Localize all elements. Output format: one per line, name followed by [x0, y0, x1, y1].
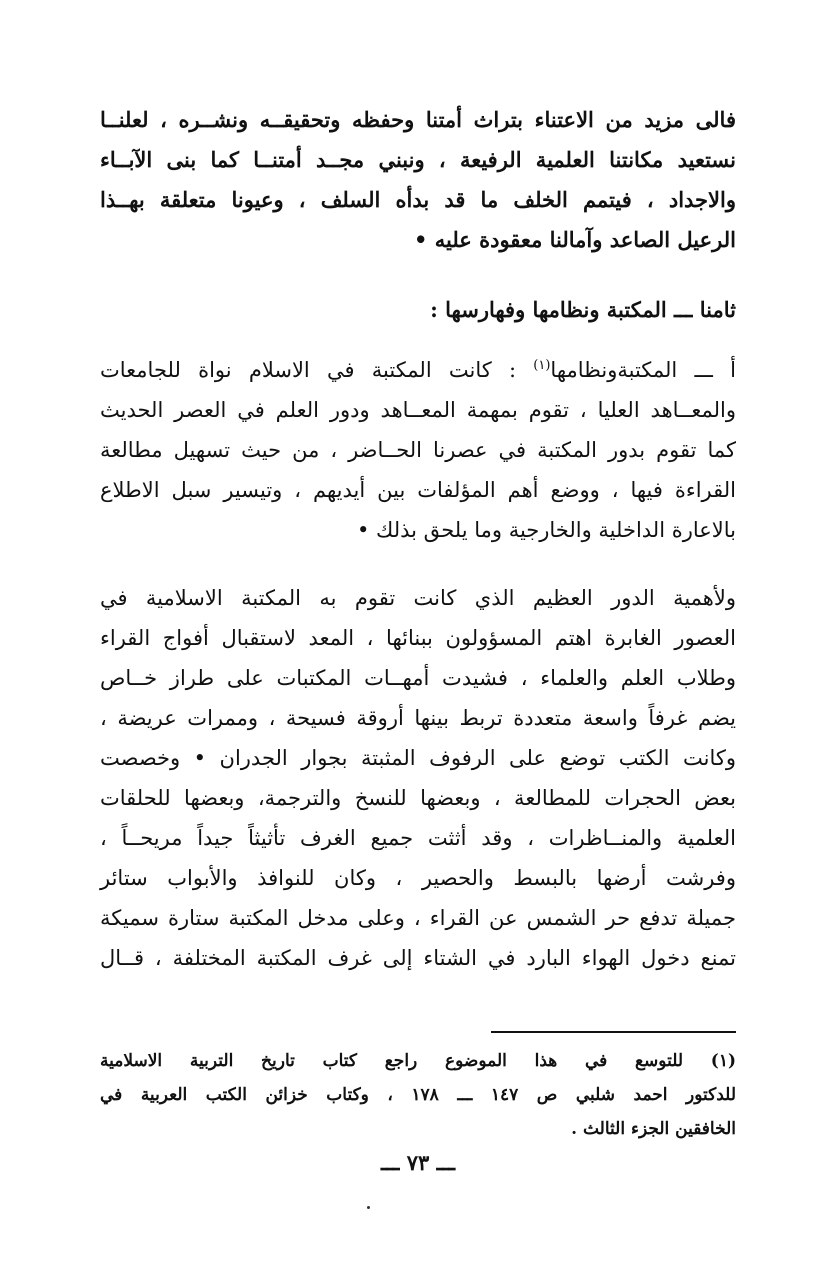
section-heading: ثامنا ـــ المكتبة ونظامها وفهارسها : — [430, 297, 736, 322]
paragraph-line: جميلة تدفع حر الشمس عن القراء ، وعلى مدخل المكتبة ستارة سميكة — [100, 906, 736, 930]
footnote-reference: (١) — [533, 358, 551, 373]
footnote-line: للدكتور احمد شلبي ص ١٤٧ ـــ ١٧٨ ، وكتاب خزائن الكتب العربية في — [100, 1085, 736, 1105]
paragraph-line: العصور الغابرة اهتم المسؤولون ببنائها ، المعد لاستقبال أفواج القراء — [100, 626, 736, 650]
paragraph-line: ولأهمية الدور العظيم الذي كانت تقوم به المكتبة الاسلامية في — [100, 586, 736, 610]
paragraph-2 — [100, 350, 736, 550]
paragraph-text: : كانت المكتبة في الاسلام نواة للجامعات — [100, 358, 534, 382]
paragraph-line: بالاعارة الداخلية والخارجية وما يلحق بذلك • — [356, 518, 736, 542]
paragraph-line: العلمية والمنــاظرات ، وقد أثثت جميع الغرف تأثيثاً جيداً مريحــاً ، — [100, 826, 736, 850]
footnote-divider — [491, 1031, 736, 1033]
footnote — [100, 1044, 736, 1146]
footnote-line: (١) للتوسع في هذا الموضوع راجع كتاب تاريخ التربية الاسلامية — [100, 1051, 736, 1071]
subsection-label: أ ـــ المكتبةونظامها — [550, 358, 737, 382]
paragraph-line: والمعــاهد العليا ، تقوم بمهمة المعــاهد ودور العلم في العصر الحديث — [100, 398, 736, 422]
paragraph-line — [100, 350, 736, 390]
page-number: ـــ ٧٣ ـــ — [380, 1150, 456, 1175]
paragraph-line: وفرشت أرضها بالبسط والحصير ، وكان للنوافذ والأبواب ستائر — [100, 866, 736, 890]
paragraph-line: فالى مزيد من الاعتناء بتراث أمتنا وحفظه وتحقيقــه ونشــره ، لعلنــا — [100, 107, 736, 132]
paragraph-line: نستعيد مكانتنا العلمية الرفيعة ، ونبني مجــد أمتنــا كما بنى الآبــاء — [100, 147, 736, 172]
paragraph-line: والاجداد ، فيتمم الخلف ما قد بدأه السلف ، وعيونا متعلقة بهــذا — [100, 187, 736, 212]
paragraph-line: يضم غرفاً واسعة متعددة تربط بينها أروقة فسيحة ، وممرات عريضة ، — [100, 706, 736, 730]
paragraph-line: وكانت الكتب توضع على الرفوف المثبتة بجوار الجدران • وخصصت — [100, 746, 736, 770]
paragraph-line: كما تقوم بدور المكتبة في عصرنا الحــاضر ، من حيث تسهيل مطالعة — [100, 438, 736, 462]
paragraph-line: تمنع دخول الهواء البارد في الشتاء إلى غرف المكتبة المختلفة ، قــال — [100, 946, 736, 970]
scan-speck — [367, 1206, 370, 1209]
paragraph-line: القراءة فيها ، ووضع أهم المؤلفات بين أيديهم ، وتيسير سبل الاطلاع — [100, 478, 736, 502]
paragraph-3 — [100, 578, 736, 978]
paragraph-line: وطلاب العلم والعلماء ، فشيدت أمهــات المكتبات على طراز خــاص — [100, 666, 736, 690]
footnote-line: الخافقين الجزء الثالث . — [571, 1119, 736, 1139]
paragraph-line: الرعيل الصاعد وآمالنا معقودة عليه • — [413, 227, 736, 252]
paragraph-line: بعض الحجرات للمطالعة ، وبعضها للنسخ والترجمة، وبعضها للحلقات — [100, 786, 736, 810]
paragraph-1 — [100, 100, 736, 260]
